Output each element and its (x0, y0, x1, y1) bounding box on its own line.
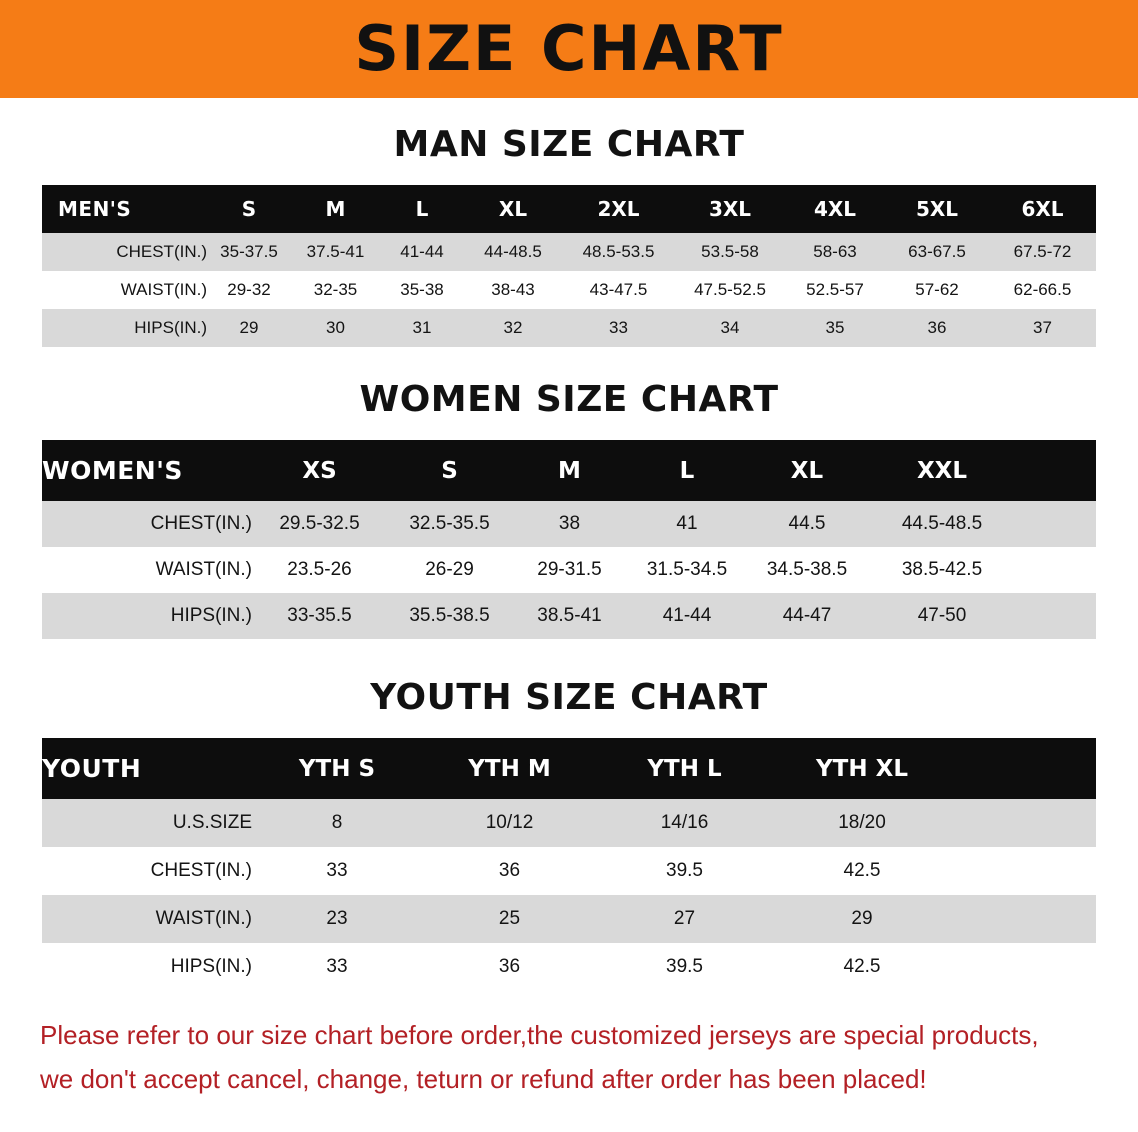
table-cell: 32.5-35.5 (387, 501, 512, 547)
table-row (42, 271, 1096, 309)
table-cell: 53.5-58 (675, 233, 785, 271)
page-title: SIZE CHART (354, 12, 784, 85)
man-header-cell: M (291, 185, 380, 233)
table-cell: 44-48.5 (464, 233, 562, 271)
table-header-row (42, 738, 1096, 799)
table-cell: 29 (772, 895, 952, 943)
table-cell: 43-47.5 (562, 271, 675, 309)
table-cell: 47-50 (867, 593, 1017, 639)
women-header-cell: XL (747, 440, 867, 501)
table-cell: 33 (562, 309, 675, 347)
row-label: HIPS(IN.) (42, 943, 252, 991)
youth-size-table (42, 738, 1096, 991)
table-cell: 42.5 (772, 847, 952, 895)
table-cell: 33 (252, 847, 422, 895)
row-label: WAIST(IN.) (42, 271, 207, 309)
man-header-cell: L (380, 185, 464, 233)
table-cell: 41-44 (380, 233, 464, 271)
man-header-cell: 3XL (675, 185, 785, 233)
man-table-wrap (42, 185, 1096, 347)
table-row (42, 943, 1096, 991)
table-cell: 29 (207, 309, 291, 347)
women-table-wrap (42, 440, 1096, 639)
table-cell: 37 (989, 309, 1096, 347)
table-row (42, 501, 1096, 547)
table-cell: 35.5-38.5 (387, 593, 512, 639)
women-size-table (42, 440, 1096, 639)
youth-header-cell: YTH XL (772, 738, 952, 799)
page-banner (0, 0, 1138, 98)
man-section-title: MAN SIZE CHART (393, 124, 745, 165)
table-cell: 29-31.5 (512, 547, 627, 593)
table-cell: 29-32 (207, 271, 291, 309)
table-cell-spacer (1017, 593, 1096, 639)
footer-note (40, 1013, 1098, 1101)
table-cell: 58-63 (785, 233, 885, 271)
table-row (42, 847, 1096, 895)
table-cell: 57-62 (885, 271, 989, 309)
table-cell: 39.5 (597, 847, 772, 895)
table-cell: 44.5 (747, 501, 867, 547)
table-cell: 44-47 (747, 593, 867, 639)
man-header-cell: 5XL (885, 185, 989, 233)
row-label: WAIST(IN.) (42, 547, 252, 593)
man-header-cell: 6XL (989, 185, 1096, 233)
table-cell: 34 (675, 309, 785, 347)
table-cell: 36 (422, 943, 597, 991)
table-cell: 27 (597, 895, 772, 943)
row-label: HIPS(IN.) (42, 309, 207, 347)
row-label: U.S.SIZE (42, 799, 252, 847)
table-cell: 35-38 (380, 271, 464, 309)
table-cell: 29.5-32.5 (252, 501, 387, 547)
man-header-cell: 4XL (785, 185, 885, 233)
table-cell: 10/12 (422, 799, 597, 847)
table-cell: 41 (627, 501, 747, 547)
youth-section-title: YOUTH SIZE CHART (370, 677, 768, 718)
row-label: CHEST(IN.) (42, 847, 252, 895)
table-cell: 38.5-42.5 (867, 547, 1017, 593)
man-header-cell: S (207, 185, 291, 233)
man-header-cell: XL (464, 185, 562, 233)
table-row (42, 593, 1096, 639)
youth-header-spacer (952, 738, 1096, 799)
table-cell-spacer (952, 799, 1096, 847)
youth-header-cell: YTH S (252, 738, 422, 799)
table-row (42, 233, 1096, 271)
table-cell: 67.5-72 (989, 233, 1096, 271)
table-cell: 37.5-41 (291, 233, 380, 271)
table-cell: 38 (512, 501, 627, 547)
table-cell: 26-29 (387, 547, 512, 593)
youth-header-cell: YTH M (422, 738, 597, 799)
table-row (42, 895, 1096, 943)
table-cell: 31.5-34.5 (627, 547, 747, 593)
youth-header-cell: YTH L (597, 738, 772, 799)
women-header-cell: XS (252, 440, 387, 501)
women-header-cell: WOMEN'S (42, 440, 252, 501)
table-cell: 34.5-38.5 (747, 547, 867, 593)
youth-table-wrap (42, 738, 1096, 991)
man-header-cell: MEN'S (42, 185, 207, 233)
table-cell: 52.5-57 (785, 271, 885, 309)
women-header-spacer (1017, 440, 1096, 501)
table-header-row (42, 440, 1096, 501)
table-cell: 25 (422, 895, 597, 943)
table-cell: 38.5-41 (512, 593, 627, 639)
women-header-cell: S (387, 440, 512, 501)
women-header-cell: XXL (867, 440, 1017, 501)
table-cell: 32-35 (291, 271, 380, 309)
table-cell: 36 (885, 309, 989, 347)
women-header-cell: L (627, 440, 747, 501)
row-label: HIPS(IN.) (42, 593, 252, 639)
table-header-row (42, 185, 1096, 233)
table-row (42, 547, 1096, 593)
table-cell: 62-66.5 (989, 271, 1096, 309)
table-cell: 35-37.5 (207, 233, 291, 271)
man-header-cell: 2XL (562, 185, 675, 233)
table-cell: 44.5-48.5 (867, 501, 1017, 547)
man-size-table (42, 185, 1096, 347)
row-label: CHEST(IN.) (42, 501, 252, 547)
table-cell: 41-44 (627, 593, 747, 639)
table-cell: 23 (252, 895, 422, 943)
table-cell: 48.5-53.5 (562, 233, 675, 271)
table-cell: 35 (785, 309, 885, 347)
table-cell: 32 (464, 309, 562, 347)
row-label: WAIST(IN.) (42, 895, 252, 943)
table-cell: 30 (291, 309, 380, 347)
women-section-title: WOMEN SIZE CHART (359, 379, 779, 420)
table-cell: 39.5 (597, 943, 772, 991)
table-cell-spacer (952, 943, 1096, 991)
table-cell: 8 (252, 799, 422, 847)
table-cell: 36 (422, 847, 597, 895)
table-cell: 18/20 (772, 799, 952, 847)
table-cell: 42.5 (772, 943, 952, 991)
table-cell-spacer (952, 895, 1096, 943)
table-row (42, 309, 1096, 347)
youth-header-cell: YOUTH (42, 738, 252, 799)
table-cell-spacer (952, 847, 1096, 895)
table-cell-spacer (1017, 501, 1096, 547)
table-cell: 38-43 (464, 271, 562, 309)
footer-note-line-1: Please refer to our size chart before order,the customized jerseys are special products, (40, 1020, 1039, 1050)
table-cell: 33 (252, 943, 422, 991)
table-cell: 23.5-26 (252, 547, 387, 593)
table-cell-spacer (1017, 547, 1096, 593)
table-cell: 14/16 (597, 799, 772, 847)
footer-note-line-2: we don't accept cancel, change, teturn or refund after order has been placed! (40, 1064, 927, 1095)
women-header-cell: M (512, 440, 627, 501)
table-row (42, 799, 1096, 847)
table-cell: 63-67.5 (885, 233, 989, 271)
row-label: CHEST(IN.) (42, 233, 207, 271)
table-cell: 31 (380, 309, 464, 347)
table-cell: 33-35.5 (252, 593, 387, 639)
table-cell: 47.5-52.5 (675, 271, 785, 309)
